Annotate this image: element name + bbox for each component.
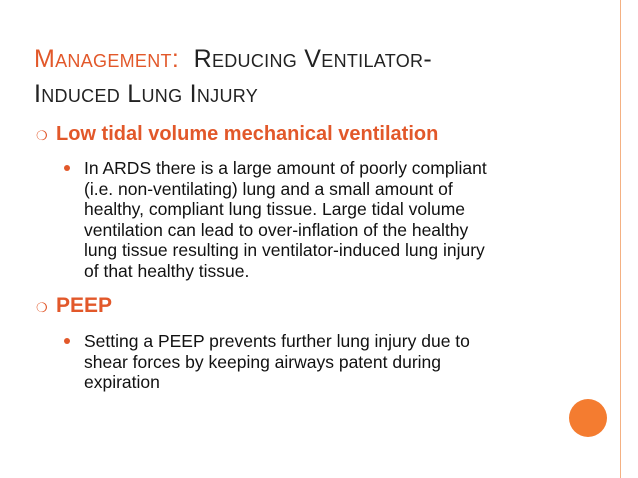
text-line: (i.e. non-ventilating) lung and a small amount of [84, 178, 453, 199]
dot-bullet-icon [64, 331, 84, 344]
bullet-heading-text: Low tidal volume mechanical ventilation [56, 123, 439, 145]
text-line: Setting a PEEP prevents further lung injury due to [84, 331, 470, 351]
title-line2: Induced Lung Injury [34, 80, 259, 108]
text-line: of that healthy tissue. [84, 260, 250, 281]
ring-bullet-icon: ❍ [36, 128, 48, 143]
bullet-heading-peep [36, 293, 112, 319]
text-line: In ARDS there is a large amount of poorly compliant [84, 158, 487, 178]
slide-title [34, 42, 614, 112]
orange-circle-icon [569, 399, 607, 437]
text-line: expiration [84, 372, 160, 392]
dot-bullet-icon [64, 158, 84, 171]
text-line: shear forces by keeping airways patent during [84, 351, 442, 372]
title-rest: Reducing Ventilator- [193, 45, 432, 73]
bullet-heading-text: PEEP [56, 294, 113, 317]
sub-bullet-text [84, 158, 604, 281]
sub-bullet-peep [64, 331, 604, 393]
sub-bullet-ards [64, 158, 604, 281]
text-line: healthy, compliant lung tissue. Large tidal volume [84, 199, 466, 219]
ring-bullet-icon: ❍ [36, 300, 48, 315]
right-border-line [620, 0, 621, 478]
text-line: lung tissue resulting in ventilator-induced lung injury [84, 240, 485, 260]
title-accent: Management: [34, 45, 180, 73]
sub-bullet-text [84, 331, 604, 393]
bullet-heading-low-tidal [36, 121, 438, 147]
text-line: ventilation can lead to over-inflation of the healthy [84, 219, 469, 240]
